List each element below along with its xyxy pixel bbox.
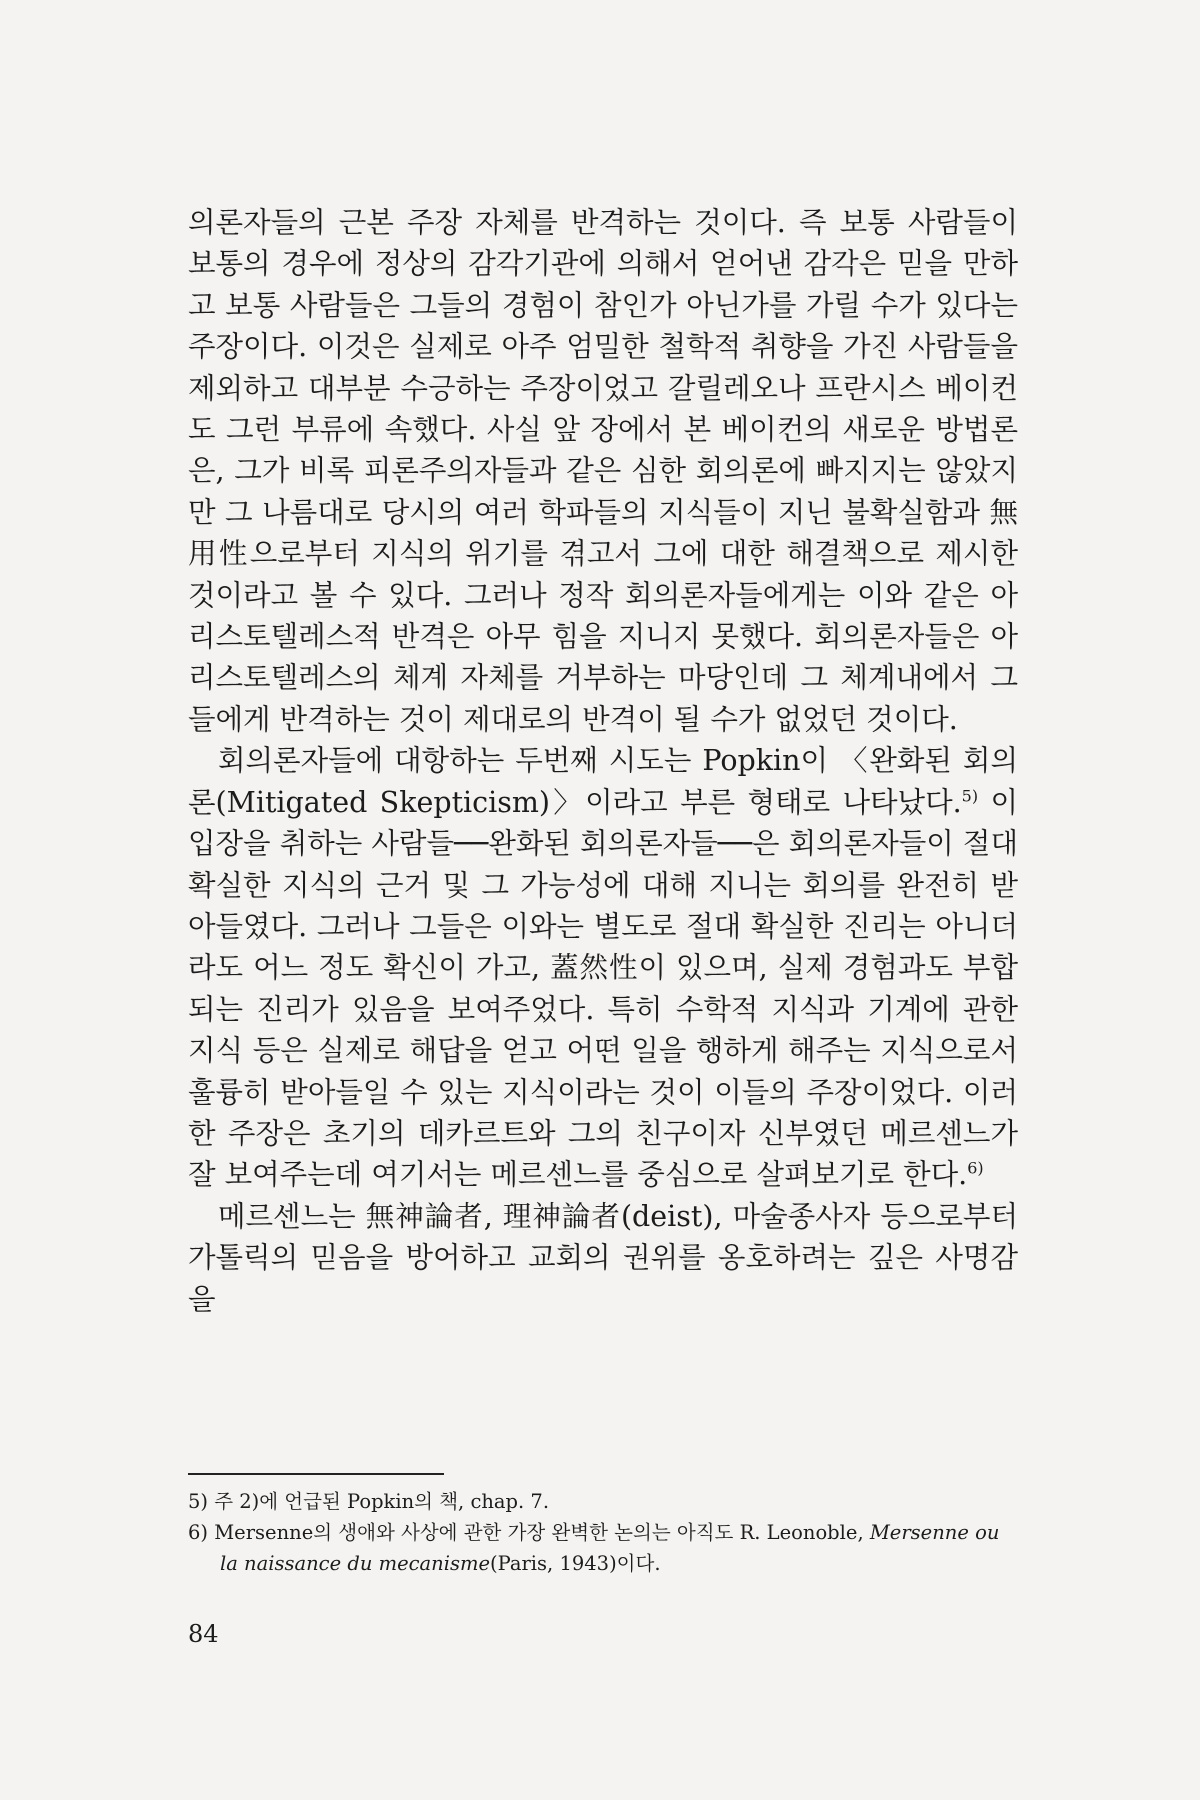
footnote-6-part-a: 6) Mersenne의 생애와 사상에 관한 가장 완벽한 논의는 아직도 R. Leonoble,	[188, 1521, 870, 1544]
footnote-6	[188, 1517, 1018, 1579]
footnote-6-book-title: Mersenne ou la naissance du mecanisme	[220, 1521, 1000, 1575]
paragraph-2-part-b: 이 입장을 취하는 사람들──완화된 회의론자들──은 회의론자들이 절대 확실한 지식의 근거 및 그 가능성에 대해 지니는 회의를 완전히 받아들였다. 그러나 그들은 이와는 별도로 절대 확실한 진리는 아니더라도 어느 정도 확신이 가고, 蓋然性이 있으며, 실제 경험과도 부합되는 진리가 있음을 보여주었다. 특히 수학적 지식과 기계에 관한 지식 등은 실제로 해답을 얻고 어떤 일을 행하게 해주는 지식으로서 훌륭히 받아들일 수 있는 지식이라는 것이 이들의 주장이었다. 이러한 주장은 초기의 데카르트와 그의 친구이자 신부였던 메르센느가 잘 보여주는데 여기서는 메르센느를 중심으로 살펴보기로 한다.	[188, 785, 1018, 1192]
footnote-ref-5[interactable]: 5)	[961, 786, 979, 806]
main-text	[188, 202, 1018, 1320]
paragraph-2	[188, 740, 1018, 1195]
paragraph-3: 메르센느는 無神論者, 理神論者(deist), 마술종사자 등으로부터 가톨릭의 믿음을 방어하고 교회의 권위를 옹호하려는 깊은 사명감을	[188, 1199, 1018, 1316]
page-number: 84	[188, 1620, 219, 1648]
paragraph-1: 의론자들의 근본 주장 자체를 반격하는 것이다. 즉 보통 사람들이 보통의 경우에 정상의 감각기관에 의해서 얻어낸 감각은 믿을 만하고 보통 사람들은 그들의 경험이 참인가 아닌가를 가릴 수가 있다는 주장이다. 이것은 실제로 아주 엄밀한 철학적 취향을 가진 사람들을 제외하고 대부분 수긍하는 주장이었고 갈릴레오나 프란시스 베이컨도 그런 부류에 속했다. 사실 앞 장에서 본 베이컨의 새로운 방법론은, 그가 비록 피론주의자들과 같은 심한 회의론에 빠지지는 않았지만 그 나름대로 당시의 여러 학파들의 지식들이 지닌 불확실함과 無用性으로부터 지식의 위기를 겪고서 그에 대한 해결책으로 제시한 것이라고 볼 수 있다. 그러나 정작 회의론자들에게는 이와 같은 아리스토텔레스적 반격은 아무 힘을 지니지 못했다. 회의론자들은 아리스토텔레스의 체계 자체를 거부하는 마당인데 그 체계내에서 그들에게 반격하는 것이 제대로의 반격이 될 수가 없었던 것이다.	[188, 206, 1018, 736]
footnote-divider	[188, 1473, 444, 1475]
footnote-ref-6[interactable]: 6)	[967, 1158, 984, 1178]
footnote-6-part-b: (Paris, 1943)이다.	[490, 1552, 661, 1575]
footnotes	[188, 1486, 1018, 1579]
paragraph-2-part-a: 회의론자들에 대항하는 두번째 시도는 Popkin이 〈완화된 회의론(Mitigated Skepticism)〉이라고 부른 형태로 나타났다.	[188, 744, 1018, 819]
footnote-5: 5) 주 2)에 언급된 Popkin의 책, chap. 7.	[188, 1490, 550, 1513]
